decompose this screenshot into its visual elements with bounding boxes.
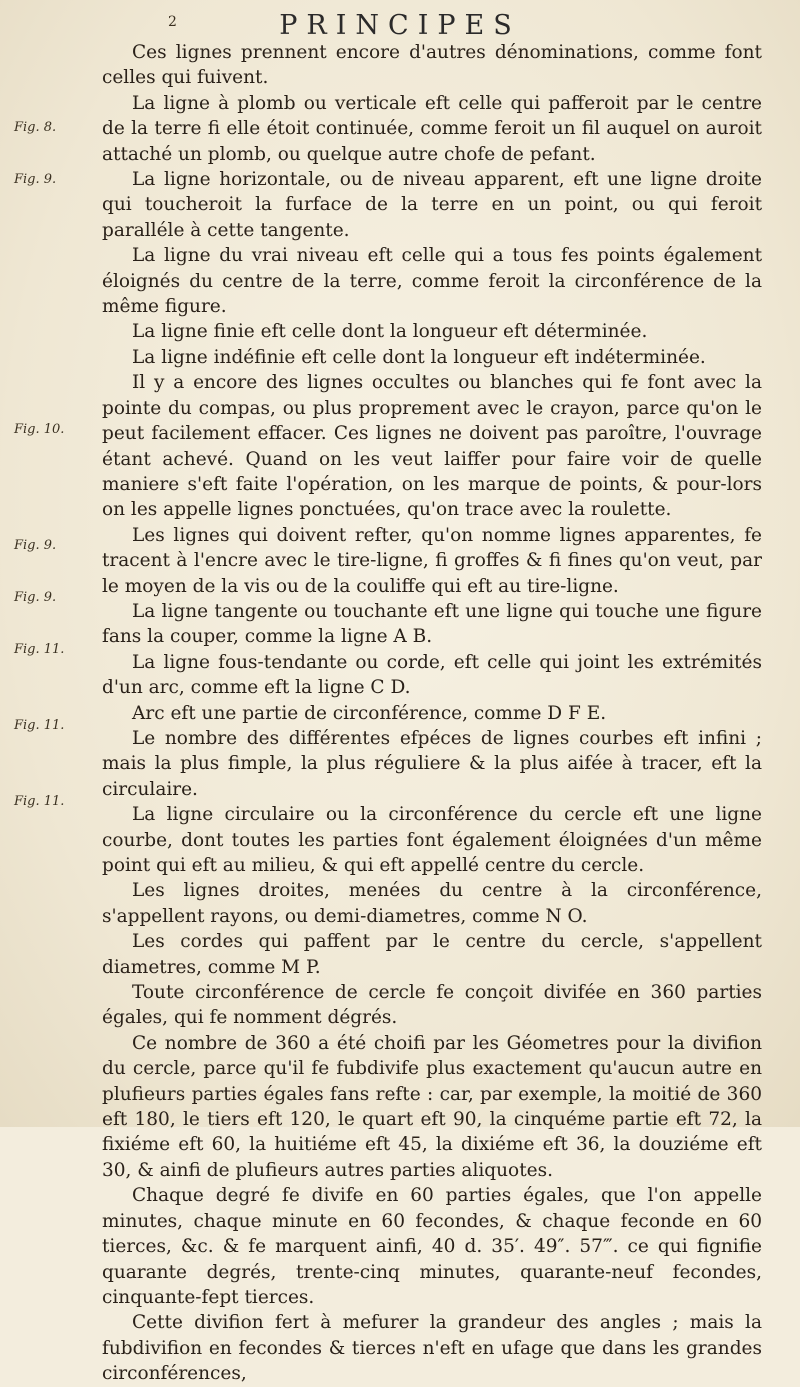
paragraph: Chaque degré fe divife en 60 parties égales, que l'on appelle minutes, chaque minute en 60 fecondes, & chaque feconde en 60 tierces, &c. & fe marquent ainfi, 40 d. 35′. 49″. 57‴. ce qui fignifie quarante degrés, trente-cinq minutes, quarante-neuf fecondes, cinquante-fept tierces. <box>102 1185 762 1308</box>
paragraph: La ligne fous-tendante ou corde, eft celle qui joint les extrémités d'un arc, comme eft la ligne C D. <box>102 651 762 699</box>
paragraph: Ce nombre de 360 a été choifi par les Géometres pour la divifion du cercle, parce qu'il fe fubdivife plus exactement qu'aucun autre en plufieurs parties égales fans refte : car, par exemple, la moitié de 360 eft 180, le tiers eft 120, le quart eft 90, la cinquéme partie eft 72, la fixiéme eft 60, la huitiéme eft 45, la dixiéme eft 36, la douziéme eft 30, & ainfi de plufieurs autres parties aliquotes. <box>102 1032 762 1181</box>
margin-fig-11-a: Fig. 11. <box>14 642 65 657</box>
paragraph: Les lignes droites, menées du centre à la circonférence, s'appellent rayons, ou demi-diametres, comme N O. <box>102 880 762 927</box>
margin-fig-10: Fig. 10. <box>14 422 65 437</box>
margin-fig-11-c: Fig. 11. <box>14 794 65 809</box>
paragraph: Arc eft une partie de circonférence, comme D F E. <box>132 702 607 724</box>
margin-fig-9-c: Fig. 9. <box>14 590 57 605</box>
margin-fig-8: Fig. 8. <box>14 120 57 135</box>
body-text <box>102 40 762 1387</box>
paragraph: La ligne du vrai niveau eft celle qui a tous fes points également éloignés du centre de la terre, comme feroit la circonférence de la même figure. <box>102 245 762 318</box>
paragraph: La ligne horizontale, ou de niveau apparent, eft une ligne droite qui toucheroit la furface de la terre en un point, ou qui feroit paralléle à cette tangente. <box>102 169 762 241</box>
paragraph: Les cordes qui paffent par le centre du cercle, s'appellent diametres, comme M P. <box>102 931 762 978</box>
paragraph: La ligne finie eft celle dont la longueur eft déterminée. <box>132 321 648 343</box>
paragraph: La ligne circulaire ou la circonférence du cercle eft une ligne courbe, dont toutes les parties font également éloignées d'un même point qui eft au milieu, & qui eft appellé centre du cercle. <box>102 804 762 876</box>
paragraph: La ligne indéfinie eft celle dont la longueur eft indéterminée. <box>132 346 706 368</box>
paragraph: Le nombre des différentes efpéces de lignes courbes eft infini ; mais la plus fimple, la plus réguliere & la plus aifée à tracer, eft la circulaire. <box>102 727 762 800</box>
page-ornament: 2 <box>168 14 177 30</box>
paragraph: Les lignes qui doivent refter, qu'on nomme lignes apparentes, fe tracent à l'encre avec le tire-ligne, fi groffes & fi fines qu'on veut, par le moyen de la vis ou de la couliffe qui eft au tire-ligne. <box>102 524 762 597</box>
running-title: PRINCIPES <box>279 10 521 41</box>
margin-fig-11-b: Fig. 11. <box>14 718 65 733</box>
paragraph: Ces lignes prennent encore d'autres dénominations, comme font celles qui fuivent. <box>102 42 762 89</box>
paragraph: La ligne à plomb ou verticale eft celle qui pafferoit par le centre de la terre fi elle étoit continuée, comme feroit un fil auquel on auroit attaché un plomb, ou quelque autre chofe de pefant. <box>102 92 762 165</box>
paragraph: Il y a encore des lignes occultes ou blanches qui fe font avec la pointe du compas, ou plus proprement avec le crayon, parce qu'on le peut facilement effacer. Ces lignes ne doivent pas paroître, l'ouvrage étant achevé. Quand on les veut laiffer pour faire voir de quelle maniere s'eft faite l'opération, on les marque de points, & pour-lors on les appelle lignes ponctuées, qu'on trace avec la roulette. <box>102 372 762 521</box>
margin-fig-9-b: Fig. 9. <box>14 538 57 553</box>
paragraph: Toute circonférence de cercle fe conçoit divifée en 360 parties égales, qui fe nomment dégrés. <box>102 982 762 1029</box>
margin-fig-9-a: Fig. 9. <box>14 172 57 187</box>
paragraph: Cette divifion fert à mefurer la grandeur des angles ; mais la fubdivifion en fecondes & tierces n'eft en ufage que dans les grandes circonférences, <box>102 1312 762 1385</box>
paragraph: La ligne tangente ou touchante eft une ligne qui touche une figure fans la couper, comme la ligne A B. <box>102 600 762 648</box>
